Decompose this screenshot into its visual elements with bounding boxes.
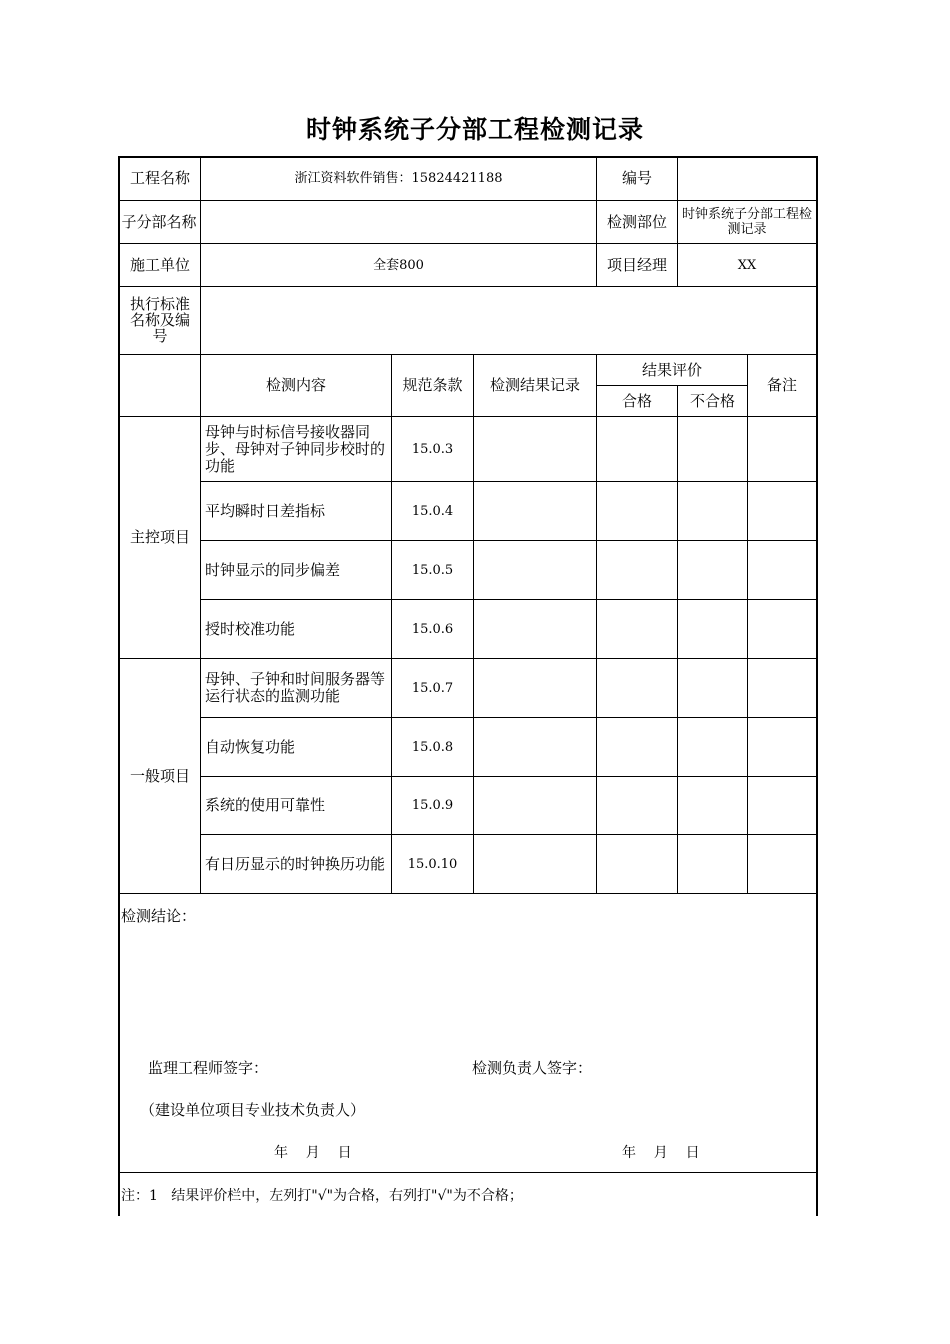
header-clause: 规范条款 — [402, 376, 463, 394]
number-label: 编号 — [621, 169, 652, 187]
header-content: 检测内容 — [265, 376, 326, 394]
standard-value — [201, 287, 816, 354]
item-clause: 15.0.9 — [411, 798, 454, 813]
subdivision-label: 子分部名称 — [121, 212, 197, 231]
footnote: 注：1 结果评价栏中，左列打"√"为合格，右列打"√"为不合格； — [121, 1188, 523, 1204]
contractor-label: 施工单位 — [129, 255, 190, 274]
group-main-control: 主控项目 — [129, 528, 190, 546]
item-clause: 15.0.3 — [411, 441, 454, 457]
date-left: 年 月 日 — [274, 1145, 352, 1161]
inspector-signature-label: 检测负责人签字： — [472, 1059, 593, 1077]
header-fail: 不合格 — [689, 391, 735, 410]
page-title: 时钟系统子分部工程检测记录 — [305, 115, 644, 144]
item-clause: 15.0.7 — [411, 680, 454, 696]
standard-label: 执行标准名称及编号 — [129, 295, 190, 345]
header-record: 检测结果记录 — [489, 376, 580, 394]
item-content: 平均瞬时日差指标 — [205, 501, 326, 520]
item-content: 有日历显示的时钟换历功能 — [205, 854, 386, 873]
contractor-value: 全套800 — [373, 257, 424, 273]
header-remark: 备注 — [766, 376, 797, 394]
owner-technical-note: （建设单位项目专业技术负责人） — [140, 1101, 366, 1119]
number-value — [678, 157, 816, 200]
date-right: 年 月 日 — [622, 1145, 700, 1161]
item-content: 母钟、子钟和时间服务器等运行状态的监测功能 — [205, 670, 386, 705]
item-clause: 15.0.8 — [411, 739, 454, 755]
project-manager-label: 项目经理 — [606, 255, 667, 274]
grid-line — [677, 385, 678, 893]
grid-line — [118, 893, 818, 894]
project-name-value: 浙江资料软件销售：15824421188 — [294, 171, 503, 186]
project-name-label: 工程名称 — [129, 169, 190, 187]
test-location-value: 时钟系统子分部工程检测记录 — [682, 207, 813, 237]
supervisor-signature-label: 监理工程师签字： — [148, 1059, 269, 1077]
test-location-label: 检测部位 — [606, 212, 667, 231]
item-content: 自动恢复功能 — [205, 737, 296, 756]
conclusion-label: 检测结论： — [121, 907, 197, 925]
grid-line — [596, 354, 597, 893]
grid-line — [473, 354, 474, 893]
item-content: 母钟与时标信号接收器同步、母钟对子钟同步校时的功能 — [205, 422, 386, 475]
subdivision-value — [201, 201, 596, 243]
item-content: 时钟显示的同步偏差 — [205, 560, 341, 579]
project-manager-value: XX — [737, 257, 757, 273]
item-clause: 15.0.10 — [407, 856, 458, 872]
header-evaluation: 结果评价 — [641, 360, 702, 379]
group-general: 一般项目 — [129, 766, 190, 785]
item-clause: 15.0.4 — [411, 503, 454, 519]
grid-line — [118, 1172, 818, 1173]
item-content: 授时校准功能 — [205, 619, 296, 638]
item-clause: 15.0.6 — [411, 621, 454, 637]
grid-line — [747, 354, 748, 893]
header-pass: 合格 — [621, 391, 652, 410]
item-content: 系统的使用可靠性 — [205, 796, 326, 814]
item-clause: 15.0.5 — [411, 562, 454, 578]
